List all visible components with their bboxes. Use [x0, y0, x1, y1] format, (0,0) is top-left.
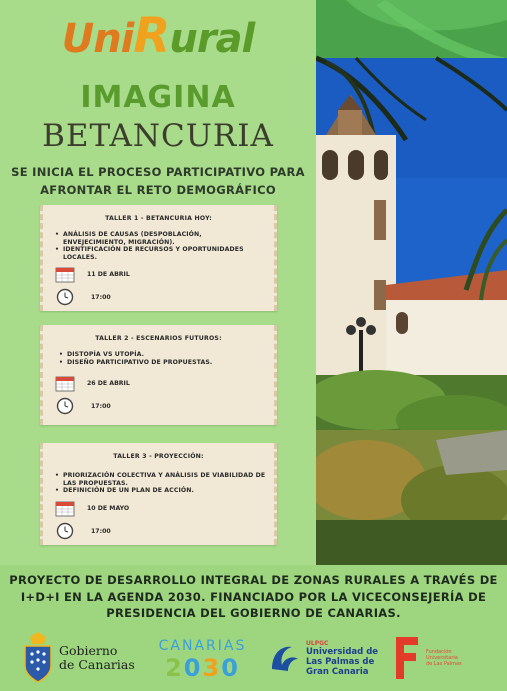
- canarias-2030-year: 2030: [165, 654, 240, 682]
- taller-date: 26 DE ABRIL: [87, 379, 130, 387]
- taller-items: [55, 231, 265, 261]
- taller-title: TALLER 2 - ESCENARIOS FUTUROS:: [95, 335, 222, 342]
- project-description: [0, 572, 507, 622]
- intro-text: [0, 163, 316, 199]
- calendar-icon: [55, 374, 75, 392]
- time-row: [55, 397, 111, 415]
- list-item: • DISTOPÍA VS UTOPÍA.: [59, 351, 274, 359]
- canarias-2030-logo: [155, 628, 250, 688]
- list-item: • DISEÑO PARTICIPATIVO DE PROPUESTAS.: [59, 359, 274, 367]
- church-photo-illustration: [316, 0, 507, 565]
- intro-line-2: AFRONTAR EL RETO DEMOGRÁFICO: [40, 183, 276, 197]
- date-row: [55, 499, 129, 517]
- taller-time: 17:00: [91, 293, 111, 301]
- description-line-2: I+D+I EN LA AGENDA 2030. FINANCIADO POR LA VICECONSEJERÍA DE: [20, 589, 487, 604]
- fundacion-f-icon: [394, 635, 420, 681]
- list-item: • ANÁLISIS DE CAUSAS (DESPOBLACIÓN, ENVEJECIMIENTO, MIGRACIÓN).: [55, 231, 265, 246]
- list-item: • PRIORIZACIÓN COLECTIVA Y ANÁLISIS DE VIABILIDAD DE LAS PROPUESTAS.: [55, 472, 270, 487]
- taller-date: 10 DE MAYO: [87, 504, 130, 512]
- fundacion-text: [426, 649, 462, 667]
- ulpgc-acronym: ULPGC: [306, 639, 329, 647]
- calendar-icon: [55, 265, 75, 283]
- headline-imagina: IMAGINA: [80, 80, 236, 115]
- ulpgc-line-1: Universidad de: [306, 646, 379, 657]
- ulpgc-wave-icon: [268, 641, 302, 675]
- gobierno-text: [59, 644, 135, 672]
- date-row: [55, 374, 130, 392]
- clock-icon: [55, 288, 75, 306]
- date-row: [55, 265, 130, 283]
- gobierno-line-2: de Canarias: [59, 657, 135, 672]
- list-item: • DEFINICIÓN DE UN PLAN DE ACCIÓN.: [55, 487, 270, 495]
- gobierno-canarias-logo: [22, 628, 152, 688]
- headline-betancuria: BETANCURIA: [42, 118, 274, 154]
- ulpgc-line-2: Las Palmas de: [306, 656, 375, 667]
- fundacion-logo: [394, 628, 502, 688]
- taller-items: [59, 351, 274, 366]
- logo-uni: Uni: [61, 16, 134, 62]
- taller-card-2: [40, 325, 277, 425]
- fundacion-line-3: de Las Palmas: [426, 661, 462, 667]
- taller-title: TALLER 1 - BETANCURIA HOY:: [105, 215, 212, 222]
- list-item: • IDENTIFICACIÓN DE RECURSOS Y OPORTUNIDADES LOCALES.: [55, 246, 265, 261]
- fundacion-line-1: Fundación: [426, 649, 452, 655]
- church-photo: [316, 0, 507, 565]
- time-row: [55, 288, 111, 306]
- description-line-3: PRESIDENCIA DEL GOBIERNO DE CANARIAS.: [106, 606, 401, 620]
- description-line-1: PROYECTO DE DESARROLLO INTEGRAL DE ZONAS RURALES A TRAVÉS DE: [9, 573, 498, 587]
- fundacion-line-2: Universitaria: [426, 655, 458, 661]
- calendar-icon: [55, 499, 75, 517]
- taller-title: TALLER 3 - PROYECCIÓN:: [113, 453, 204, 460]
- taller-time: 17:00: [91, 527, 111, 535]
- taller-card-1: [40, 205, 277, 311]
- ulpgc-line-3: Gran Canaria: [306, 666, 369, 677]
- taller-items: [55, 472, 270, 495]
- logo-r: R: [133, 8, 170, 64]
- clock-icon: [55, 397, 75, 415]
- clock-icon: [55, 522, 75, 540]
- taller-time: 17:00: [91, 402, 111, 410]
- taller-card-3: [40, 443, 277, 545]
- canarias-2030-top: CANARIAS: [158, 638, 247, 654]
- logo-ural: ural: [169, 16, 255, 62]
- gobierno-line-1: Gobierno: [59, 643, 118, 658]
- ulpgc-logo: [268, 628, 383, 688]
- unirural-logo: [0, 8, 316, 64]
- gobierno-shield-icon: [22, 632, 54, 684]
- intro-line-1: SE INICIA EL PROCESO PARTICIPATIVO PARA: [11, 165, 305, 179]
- time-row: [55, 522, 111, 540]
- taller-date: 11 DE ABRIL: [87, 270, 130, 278]
- ulpgc-text: [306, 640, 378, 677]
